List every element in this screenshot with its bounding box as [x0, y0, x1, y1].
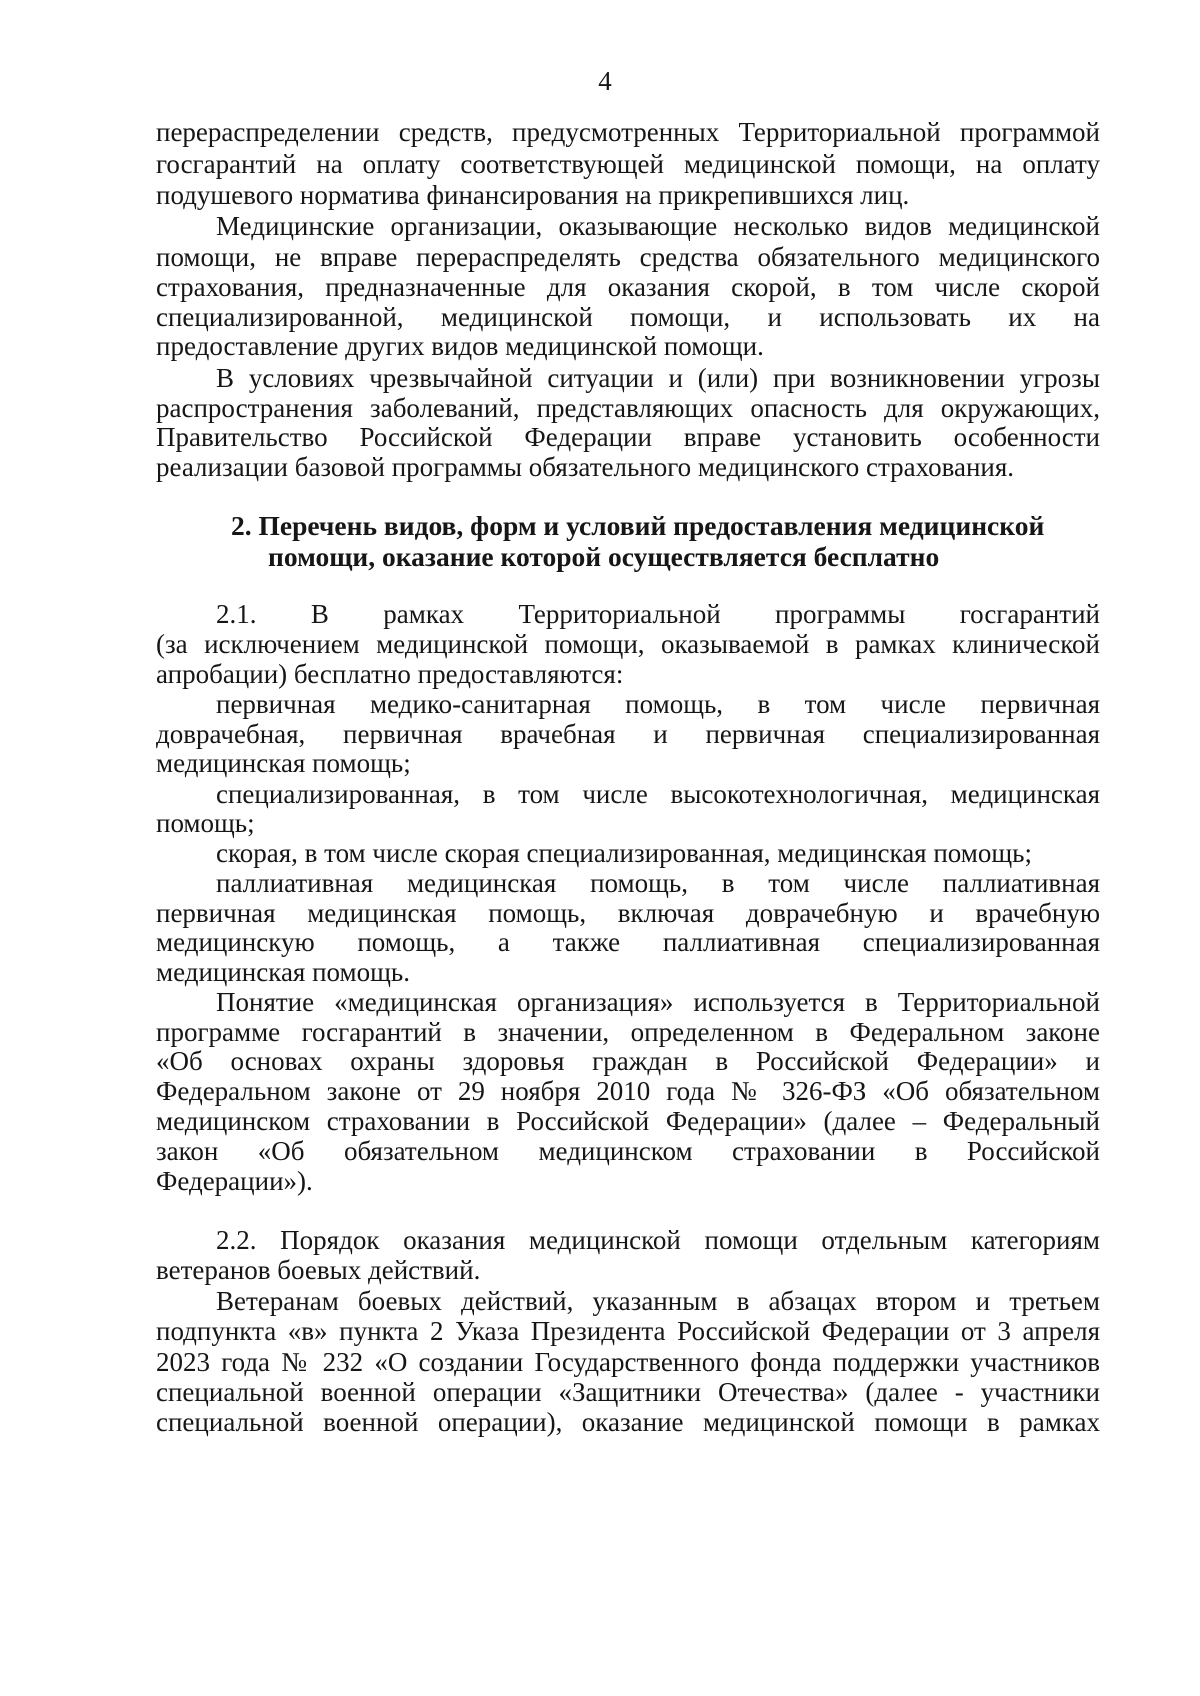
text-line: предоставление других видов медицинской помощи.	[156, 331, 764, 361]
text-line: Понятие «медицинская организация» используется в Территориальной	[216, 987, 1100, 1017]
text-line: 2.2. Порядок оказания медицинской помощи отдельным категориям	[216, 1225, 1100, 1255]
text-line: Медицинские организации, оказывающие несколько видов медицинской	[216, 211, 1100, 241]
text-line: 2023 года № 232 «О создании Государственного фонда поддержки участников	[156, 1347, 1100, 1377]
text-line: специальной военной операции), оказание медицинской помощи в рамках	[156, 1407, 1100, 1437]
text-line: специальной военной операции «Защитники Отечества» (далее - участники	[156, 1377, 1100, 1407]
text-line: (за исключением медицинской помощи, оказываемой в рамках клинической	[156, 629, 1100, 659]
text-line: медицинская помощь;	[156, 748, 411, 778]
text-line: подушевого норматива финансирования на прикрепившихся лиц.	[156, 180, 910, 210]
text-line: помощь;	[156, 808, 255, 838]
text-line: закон «Об обязательном медицинском страховании в Российской	[156, 1136, 1100, 1166]
text-line: Федерации»).	[156, 1166, 313, 1196]
text-line: медицинском страховании в Российской Федерации» (далее – Федеральный	[156, 1106, 1100, 1136]
text-line: ветеранов боевых действий.	[156, 1255, 481, 1285]
text-line: медицинская помощь.	[156, 957, 410, 987]
text-line: специализированная, в том числе высокотехнологичная, медицинская	[216, 779, 1100, 809]
text-line: первичная медико-санитарная помощь, в том числе первичная	[216, 689, 1100, 719]
text-line: страхования, предназначенные для оказания скорой, в том числе скорой	[156, 272, 1100, 302]
text-line: медицинскую помощь, а также паллиативная специализированная	[156, 927, 1100, 957]
text-line: Правительство Российской Федерации вправе установить особенности	[156, 422, 1100, 452]
text-line: перераспределении средств, предусмотренных Территориальной программой	[156, 117, 1100, 147]
section-heading: помощи, оказание которой осуществляется бесплатно	[268, 541, 940, 572]
text-line: специализированной, медицинской помощи, и использовать их на	[156, 302, 1100, 332]
text-line: подпункта «в» пункта 2 Указа Президента Российской Федерации от 3 апреля	[156, 1316, 1100, 1346]
section-heading: 2. Перечень видов, форм и условий предоставления медицинской	[231, 510, 1045, 541]
text-line: «Об основах охраны здоровья граждан в Российской Федерации» и	[156, 1046, 1100, 1076]
text-line: апробации) бесплатно предоставляются:	[156, 659, 624, 689]
text-line: паллиативная медицинская помощь, в том числе паллиативная	[216, 868, 1100, 898]
text-line: скорая, в том числе скорая специализированная, медицинская помощь;	[216, 838, 1032, 868]
text-line: госгарантий на оплату соответствующей медицинской помощи, на оплату	[156, 149, 1100, 179]
text-line: помощи, не вправе перераспределять средства обязательного медицинского	[156, 242, 1100, 272]
text-line: Федеральном законе от 29 ноября 2010 года № 326-ФЗ «Об обязательном	[156, 1076, 1100, 1106]
text-line: доврачебная, первичная врачебная и первичная специализированная	[156, 719, 1100, 749]
text-line: реализации базовой программы обязательного медицинского страхования.	[156, 452, 1015, 482]
text-line: 2.1. В рамках Территориальной программы госгарантий	[216, 599, 1100, 629]
text-line: Ветеранам боевых действий, указанным в абзацах втором и третьем	[216, 1286, 1100, 1316]
text-line: распространения заболеваний, представляющих опасность для окружающих,	[156, 393, 1100, 423]
text-line: программе госгарантий в значении, определенном в Федеральном законе	[156, 1017, 1100, 1047]
page-number: 4	[598, 66, 612, 96]
text-line: В условиях чрезвычайной ситуации и (или) при возникновении угрозы	[216, 363, 1100, 393]
text-line: первичная медицинская помощь, включая доврачебную и врачебную	[156, 898, 1100, 928]
